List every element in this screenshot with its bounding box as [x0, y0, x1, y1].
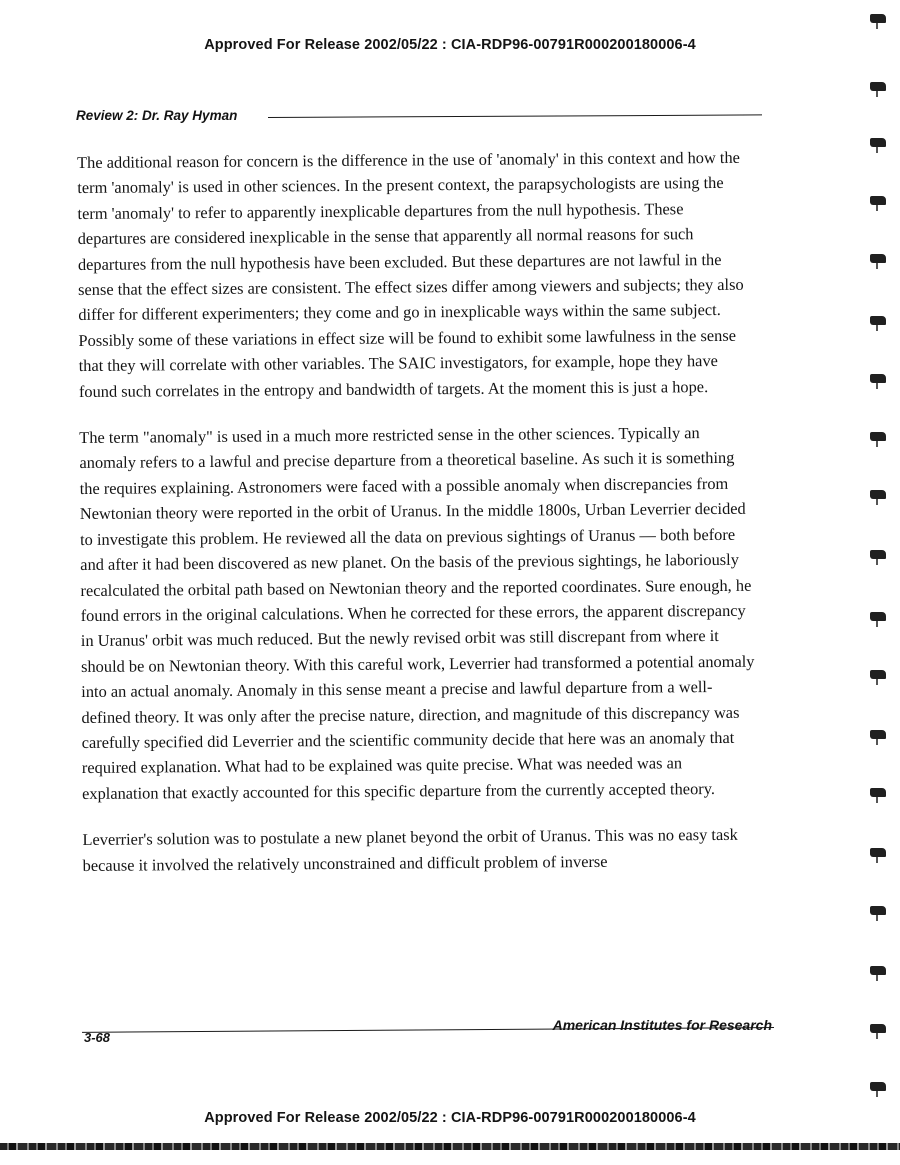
paragraph: The additional reason for concern is the difference in the use of 'anomaly' in this context and how the term 'anomaly' is used in other sciences. In the present context, the parapsychologists are using the term 'anomaly' to refer to apparently inexplicable departures from the null hypothesis. These departures are considered inexplicable in the sense that apparently all normal reasons for such departures from the null hypothesis have been excluded. But these departures are not lawful in the sense that the effect sizes are consistent. The effect sizes differ among viewers and subjects; they also differ for different experimenters; they come and go in inexplicable ways within the same subject. Possibly some of these variations in effect size will be found to exhibit some lawfulness in the sense that they will correlate with other variables. The SAIC investigators, for example, hope they have found such correlates in the entropy and bandwidth of targets. At the moment this is just a hope.: [77, 147, 744, 401]
binding-mark: [870, 550, 886, 559]
binding-mark: [870, 788, 886, 797]
binding-mark: [870, 966, 886, 975]
running-footer: [82, 1012, 774, 1046]
binding-mark: [870, 14, 886, 23]
section-label: Review 2: Dr. Ray Hyman: [76, 108, 238, 123]
binding-mark: [870, 316, 886, 325]
release-notice-bottom: Approved For Release 2002/05/22 : CIA-RDP96-00791R000200180006-4: [204, 1110, 696, 1126]
paragraph: The term "anomaly" is used in a much more restricted sense in the other sciences. Typically an anomaly refers to a lawful and precise departure from a theoretical baseline. As such it is something the requires explaining. Astronomers were faced with a possible anomaly when discrepancies from Newtonian theory were reported in the orbit of Uranus. In the middle 1800s, Urban Leverrier decided to investigate this problem. He reviewed all the data on previous sightings of Uranus — both before and after it had been discovered as new planet. On the basis of the previous sightings, he laboriously recalculated the orbital path based on Newtonian theory and the reported coordinates. Sure enough, he found errors in the original calculations. When he corrected for these errors, the apparent discrepancy in Uranus' orbit was much reduced. But the newly revised orbit was still discrepant from where it should be on Newtonian theory. With this careful work, Leverrier had transformed a potential anomaly into an actual anomaly. Anomaly in this sense meant a precise and lawful departure from a well-defined theory. It was only after the precise nature, direction, and magnitude of this discrepancy was carefully specified did Leverrier and the scientific community decide that here was an anomaly that required explanation. What had to be explained was quite precise. What was needed was an explanation that exactly accounted for this specific departure from the currently accepted theory.: [79, 423, 755, 803]
paragraph: Leverrier's solution was to postulate a new planet beyond the orbit of Uranus. This was no easy task because it involved the relatively unconstrained and difficult problem of inverse: [82, 824, 738, 875]
binding-mark: [870, 612, 886, 621]
binding-mark: [870, 1082, 886, 1091]
binding-mark: [870, 1024, 886, 1033]
binding-mark: [870, 490, 886, 499]
binding-mark: [870, 374, 886, 383]
page-number: 3-68: [84, 1030, 111, 1045]
binding-mark: [870, 432, 886, 441]
binding-mark: [870, 254, 886, 263]
header-rule: [268, 114, 762, 118]
binding-mark: [870, 906, 886, 915]
footer-organization: American Institutes for Research: [552, 1017, 772, 1033]
scan-edge-strip: [0, 1143, 900, 1150]
body-text: [77, 145, 761, 899]
running-header: [76, 108, 762, 128]
binding-mark: [870, 138, 886, 147]
binding-mark: [870, 670, 886, 679]
binding-mark: [870, 196, 886, 205]
release-notice-top: Approved For Release 2002/05/22 : CIA-RDP96-00791R000200180006-4: [204, 37, 696, 53]
binding-mark: [870, 730, 886, 739]
binding-mark: [870, 848, 886, 857]
binding-mark: [870, 82, 886, 91]
binding-hole-marks: [862, 0, 900, 1140]
